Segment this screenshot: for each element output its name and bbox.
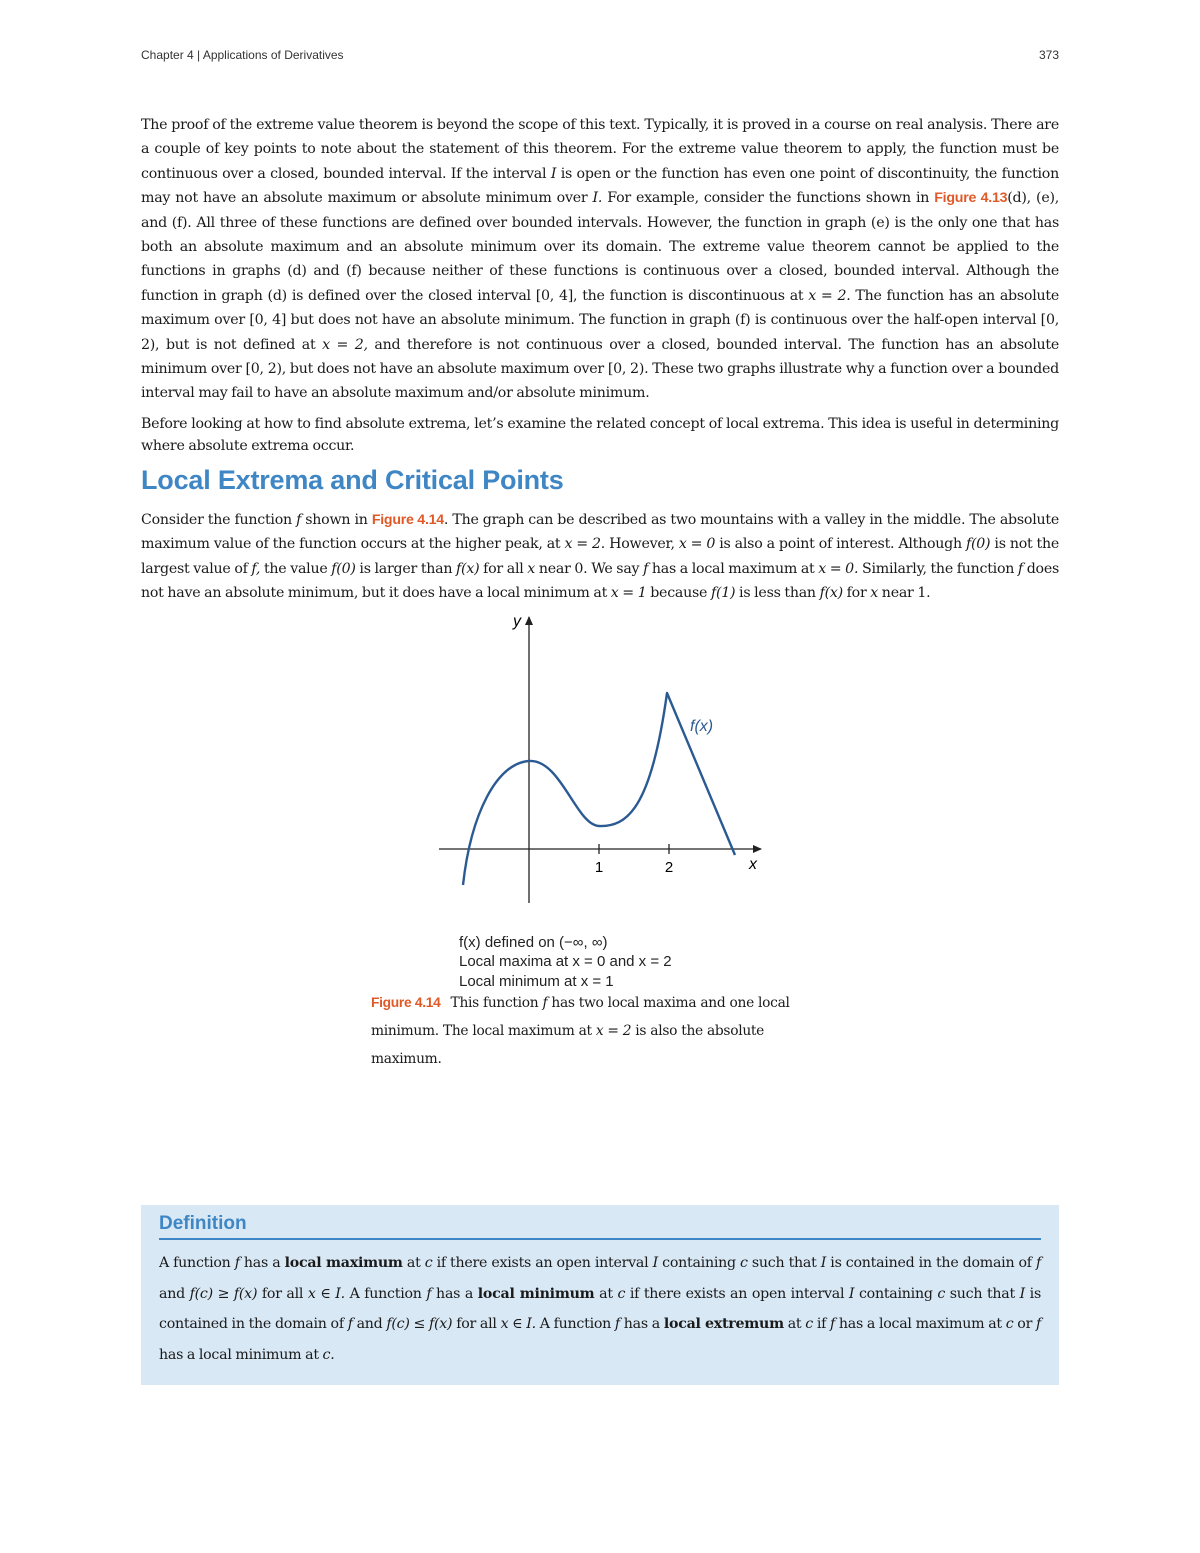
figure-caption-label: Figure 4.14 — [371, 994, 441, 1010]
figure-notes — [459, 933, 672, 992]
x-tick-label-2: 2 — [664, 858, 674, 876]
definition-box — [141, 1205, 1059, 1385]
figure-4-14-link[interactable]: Figure 4.14 — [371, 511, 444, 528]
function-graph — [431, 613, 771, 913]
definition-text: A function f has a local maximum at c if there exists an open interval I containing c such that I is contained in the domain of f and f(c) ≥ f(x) for all x ∈ I. A function f has a local minimum at c if there exists an open interval I containing c such that I is contained in the domain of f and f(c) ≤ f(x) for all x ∈ I. A function f has a local extremum at c if f has a local maximum at c or f has a local minimum at c. — [159, 1255, 1042, 1363]
paragraph-figure-4-14: Consider the function f shown in Figure 4.14. The graph can be described as two mountains with a valley in the middle. The absolute maximum value of the function occurs at the higher peak, at x = 2. However, x = 0 is also a point of interest. Although f(0) is not the largest value of f, the value f(0) is larger than f(x) for all x near 0. We say f has a local maximum at x = 0. Similarly, the function f does not have an absolute minimum, but it does have a local minimum at x = 1 because f(1) is less than f(x) for x near 1. — [141, 511, 1060, 602]
x-axis-label: x — [749, 855, 757, 873]
figure-4-13-link[interactable]: Figure 4.13 — [934, 190, 1008, 207]
figure-caption: Figure 4.14 This function f has two local maxima and one local minimum. The local maximum at x = 2 is also the absolute maximum. — [371, 994, 790, 1067]
curve-label: f(x) — [690, 717, 714, 735]
note-local-maxima: Local maxima at x = 0 and x = 2 — [459, 953, 672, 970]
definition-title: Definition — [159, 1213, 1041, 1240]
chapter-title: Chapter 4 | Applications of Derivatives — [141, 48, 344, 62]
section-title: Local Extrema and Critical Points — [141, 464, 564, 495]
figure-4-14 — [141, 613, 1059, 1083]
x-tick-label-1: 1 — [594, 858, 604, 876]
main-content — [141, 113, 1059, 1083]
page-number: 373 — [1038, 48, 1059, 62]
paragraph-evt-proof: The proof of the extreme value theorem is beyond the scope of this text. Typically, it is proved in a course on real analysis. There are a couple of key points to note about the statement of this theorem. For the extreme value theorem to apply, the function must be continuous over a closed, bounded interval. If the interval I is open or the function has even one point of discontinuity, the function may not have an absolute maximum or absolute minimum over I. For example, consider the functions shown in Figure 4.13(d), (e), and (f). All three of these functions are defined over bounded intervals. However, the function in graph (e) is the only one that has both an absolute maximum and an absolute minimum over its domain. The extreme value theorem cannot be applied to the functions in graphs (d) and (f) because neither of these functions is continuous over a closed, bounded interval. Although the function in graph (d) is defined over the closed interval [0, 4], the function is discontinuous at x = 2. The function has an absolute maximum over [0, 4] but does not have an absolute minimum. The function in graph (f) is continuous over the half-open interval [0, 2), but is not defined at x = 2, and therefore is not continuous over a closed, bounded interval. The function has an absolute minimum over [0, 2), but does not have an absolute maximum over [0, 2). These two graphs illustrate why a function over a bounded interval may fail to have an absolute maximum and/or absolute minimum. — [141, 117, 1060, 402]
y-axis-label: y — [513, 612, 521, 630]
paragraph-local-extrema-intro: Before looking at how to find absolute extrema, let’s examine the related concept of local extrema. This idea is useful in determining where absolute extrema occur. — [141, 415, 1059, 454]
note-local-minimum: Local minimum at x = 1 — [459, 972, 614, 990]
note-domain: f(x) defined on (−∞, ∞) — [459, 933, 608, 951]
